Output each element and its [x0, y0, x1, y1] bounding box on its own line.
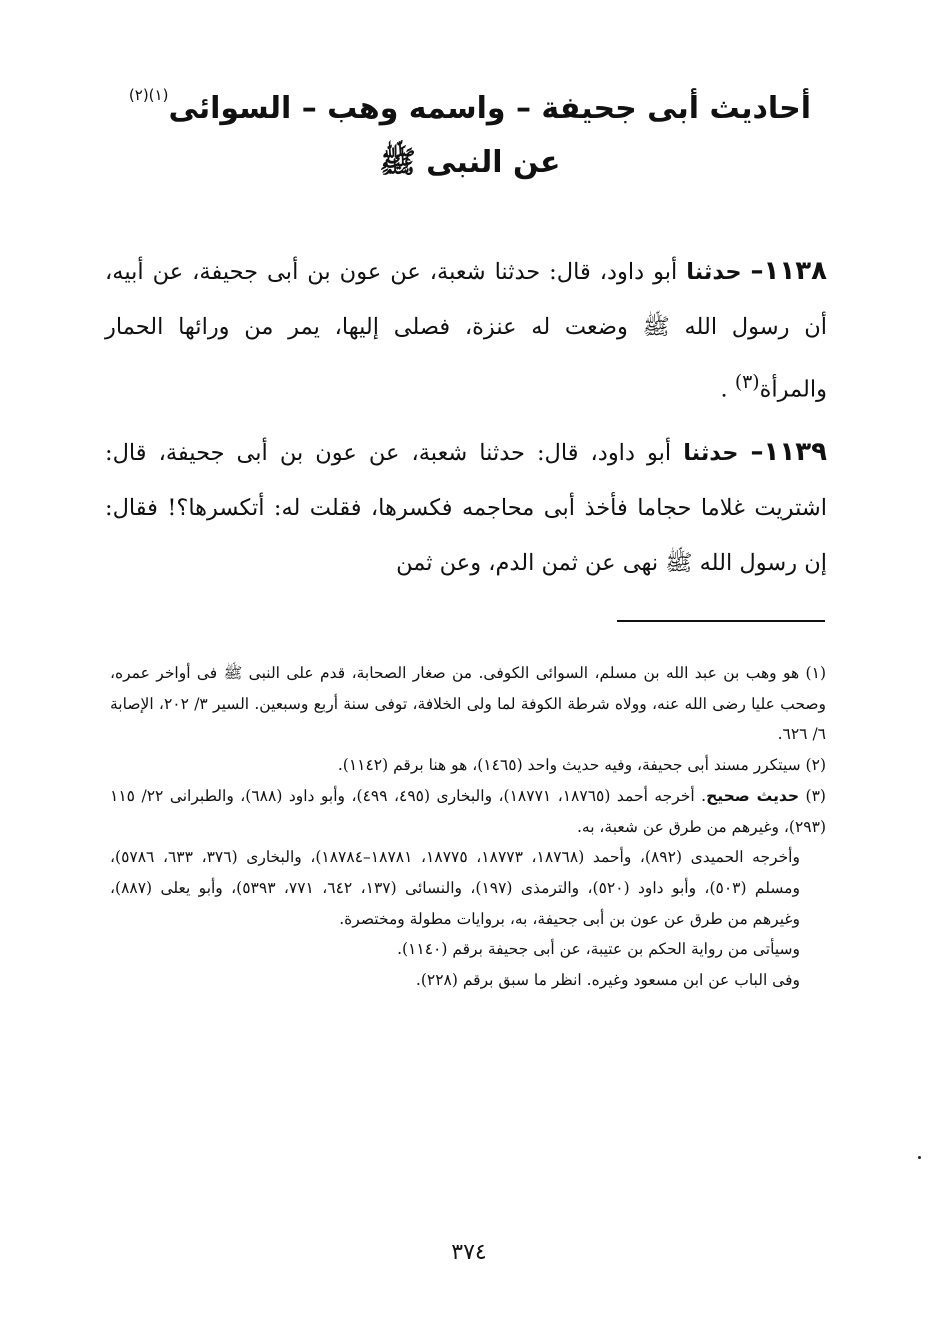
footnote-3-marker: (٣): [805, 786, 826, 805]
chapter-title-footnote-refs: (١)(٢): [128, 86, 169, 104]
footnote-ref: (٣): [734, 372, 760, 393]
footnote-3-text: . أخرجه أحمد (١٨٧٦٥، ١٨٧٧١)، والبخارى (٤٩٥، ٤٩٩)، وأبو داود (٦٨٨)، والطبرانى ٢٢/ ١١٥ (٢٩٣)، وغيرهم من طرق عن شعبة، به.: [110, 786, 826, 836]
hadith-number: ١١٣٩–: [750, 437, 828, 467]
hadith-1139: [105, 425, 827, 591]
hadith-text: أبو داود، قال: حدثنا شعبة، عن عون بن أبى جحيفة، قال: اشتريت غلاما حجاما فأخذ أبى محاجمه فكسرها، فقلت له: أتكسرها؟! فقال: إن رسول الله ﷺ نهى عن ثمن الدم، وعن ثمن: [105, 440, 827, 576]
footnote-3: [110, 781, 826, 842]
footnote-1: (١) هو وهب بن عبد الله بن مسلم، السوائى الكوفى. من صغار الصحابة، قدم على النبى ﷺ فى أواخر عمره، وصحب عليا رضى الله عنه، وولاه شرطة الكوفة لما ولى الخلافة، توفى سنة أربع وسبعين. السير ٣/ ٢٠٢، الإصابة ٦/ ٦٢٦.: [110, 664, 827, 744]
hadith-lead-word: حدثنا: [683, 440, 739, 466]
hadith-text: أبو داود، قال: حدثنا شعبة، عن عون بن أبى جحيفة، عن أبيه، أن رسول الله ﷺ وضعت له عنزة، فصلى إليها، يمر من ورائها الحمار والمرأة: [105, 259, 827, 403]
margin-dot: [918, 1156, 921, 1159]
chapter-title-text: أحاديث أبى جحيفة – واسمه وهب – السوائى: [168, 91, 812, 126]
footnote-separator: [617, 620, 825, 622]
footnote-3-paragraph-2: وأخرجه الحميدى (٨٩٢)، وأحمد (١٨٧٦٨، ١٨٧٧٣، ١٨٧٧٥، ١٨٧٨١–١٨٧٨٤)، والبخارى (٣٧٦، ٦٣٣، ٥٧٨٦)، ومسلم (٥٠٣)، وأبو داود (٥٢٠)، والترمذى (١٩٧)، والنسائى (١٣٧، ٦٤٢، ٧٧١، ٥٣٩٣)، وأبو يعلى (٨٨٧)، وغيرهم من طرق عن عون بن أبى جحيفة، به، بروايات مطولة ومختصرة.: [110, 848, 800, 928]
page-number: ٣٧٤: [451, 1240, 487, 1265]
footnotes-section: [110, 658, 826, 996]
hadith-1138: [105, 244, 827, 418]
hadith-lead-word: حدثنا: [686, 259, 742, 285]
footnote-2: (٢) سيتكرر مسند أبى جحيفة، وفيه حديث واحد (١٤٦٥)، هو هنا برقم (١١٤٢).: [337, 756, 826, 775]
footnote-3-paragraph-4: وفى الباب عن ابن مسعود وغيره. انظر ما سبق برقم (٢٢٨).: [415, 971, 800, 990]
hadith-end: .: [720, 376, 735, 403]
footnote-3-paragraph-3: وسيأتى من رواية الحكم بن عتيبة، عن أبى جحيفة برقم (١١٤٠).: [397, 940, 800, 959]
chapter-title-line-1: [90, 88, 850, 124]
chapter-title-line-2: عن النبى ﷺ: [379, 145, 561, 180]
hadith-number: ١١٣٨–: [750, 256, 827, 286]
footnote-3-grade: حديث صحيح: [706, 786, 800, 805]
